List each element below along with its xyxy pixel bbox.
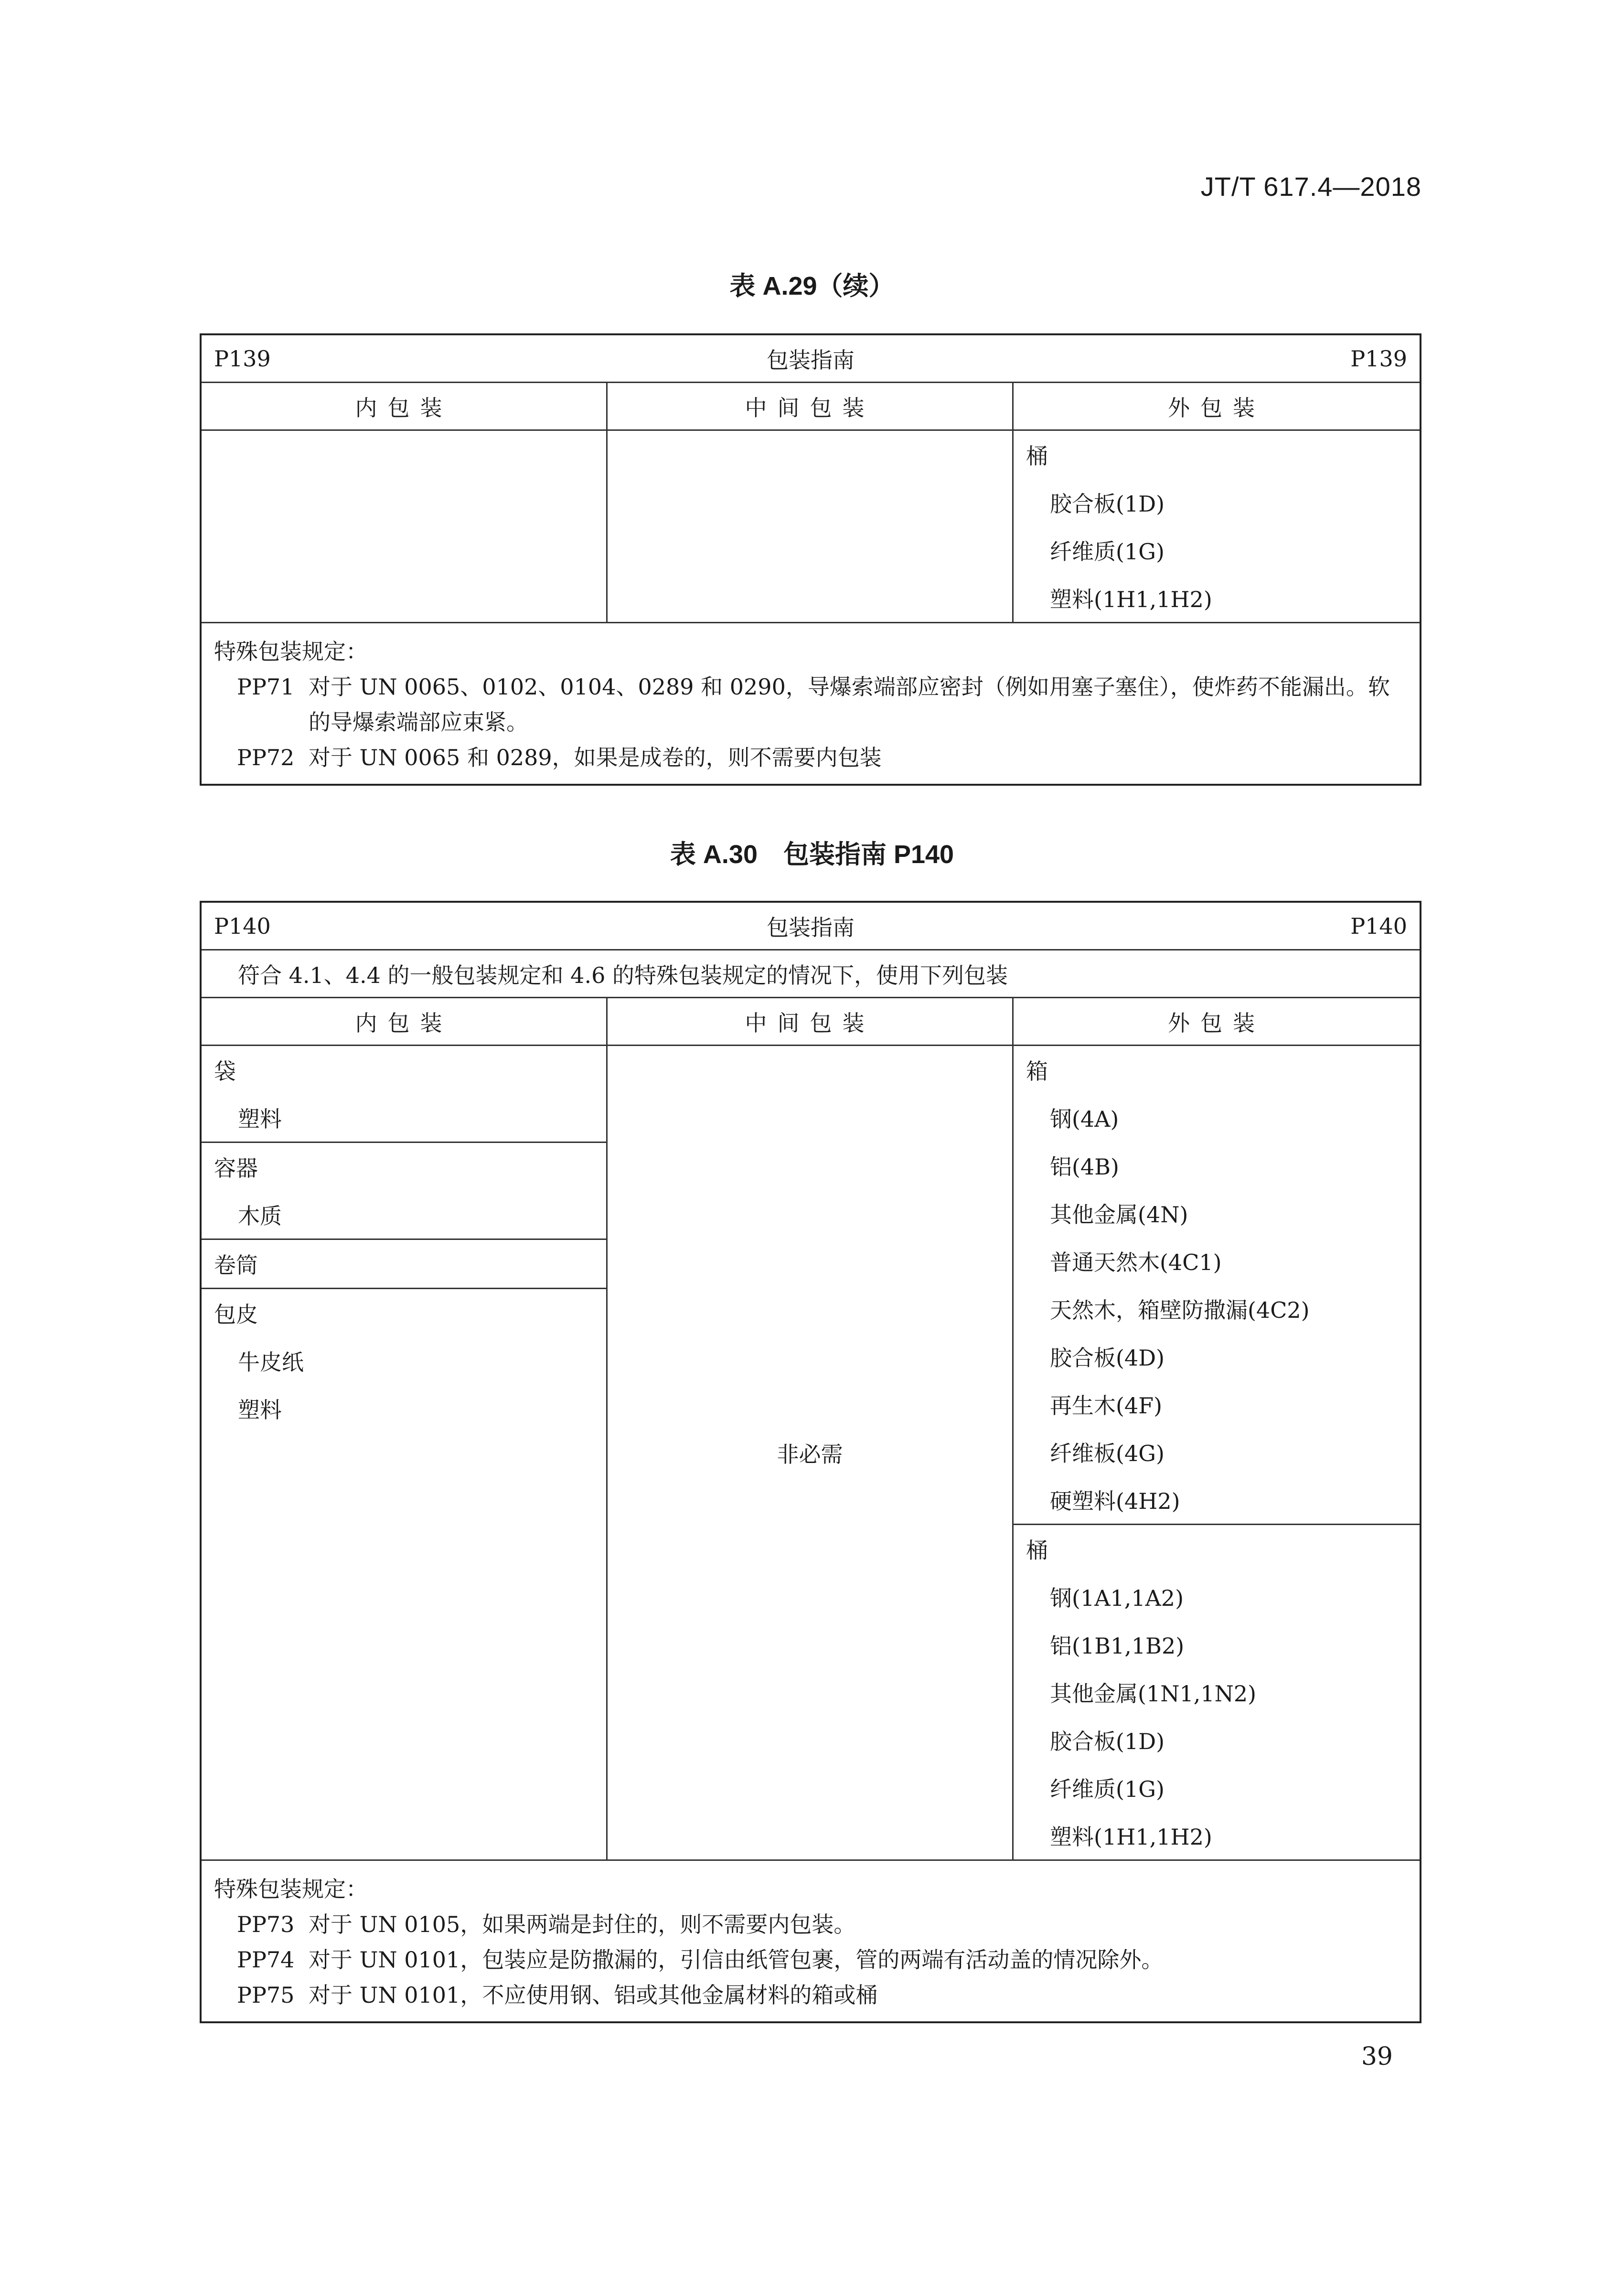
table-a29-body-row: [202, 431, 1420, 623]
inner-group-title: 卷筒: [214, 1252, 258, 1278]
inner-item: 木质: [238, 1203, 282, 1229]
provision-text: 对于 UN 0065 和 0289，如果是成卷的，则不需要内包装: [309, 745, 882, 770]
inner-group: [202, 1240, 606, 1289]
code-right: P139: [1350, 345, 1407, 372]
provision-item: [214, 669, 1407, 740]
header-intermediate: 中间包装: [608, 998, 1014, 1045]
table-a29: [200, 333, 1421, 786]
header-inner: 内包装: [202, 998, 608, 1045]
provision-text: 对于 UN 0101，包装应是防撒漏的，引信由纸管包裹，管的两端有活动盖的情况除外。: [309, 1947, 1164, 1973]
outer-item: 纤维板(4G): [1050, 1441, 1165, 1466]
inner-cell: [202, 431, 608, 622]
header-intermediate: 中间包装: [608, 383, 1014, 429]
table-a30-title-row: [202, 903, 1420, 950]
provision-code: PP72: [237, 745, 295, 770]
special-provisions: [202, 623, 1420, 784]
special-label: 特殊包装规定：: [214, 639, 368, 664]
provision-text: 对于 UN 0101，不应使用钢、铝或其他金属材料的箱或桶: [309, 1982, 878, 2008]
inner-group: [202, 1289, 606, 1432]
inner-group: [202, 1046, 606, 1143]
outer-cell: [1014, 1046, 1420, 1859]
column-header-row: [202, 998, 1420, 1046]
page-number: 39: [1361, 2042, 1393, 2071]
outer-item: 其他金属(1N1,1N2): [1050, 1681, 1257, 1707]
code-left: P139: [214, 345, 271, 372]
outer-item: 塑料(1H1,1H2): [1050, 1824, 1212, 1850]
special-label: 特殊包装规定：: [214, 1876, 368, 1902]
outer-item: 纤维质(1G): [1050, 1776, 1165, 1802]
standard-number: JT/T 617.4—2018: [1200, 171, 1421, 202]
inner-group-title: 容器: [214, 1155, 258, 1181]
inner-group-title: 包皮: [214, 1302, 258, 1327]
table-a30: [200, 901, 1421, 2023]
outer-item: 胶合板(4D): [1050, 1345, 1165, 1371]
outer-group-title: 桶: [1026, 443, 1048, 469]
intermediate-cell: [608, 1046, 1014, 1859]
outer-item: 硬塑料(4H2): [1050, 1488, 1180, 1514]
provision-code: PP75: [237, 1982, 295, 2008]
outer-item: 塑料(1H1,1H2): [1050, 587, 1212, 612]
header-inner: 内包装: [202, 383, 608, 429]
outer-item: 天然木，箱壁防撒漏(4C2): [1050, 1297, 1310, 1323]
inner-cell: [202, 1046, 608, 1859]
outer-item: 纤维质(1G): [1050, 539, 1165, 565]
header-outer: 外包装: [1168, 395, 1265, 421]
outer-item: 铝(4B): [1050, 1154, 1119, 1180]
table-a30-body-row: [202, 1046, 1420, 1861]
outer-item: 普通天然木(4C1): [1050, 1249, 1222, 1275]
inner-item: 塑料: [238, 1106, 282, 1132]
code-left: P140: [214, 913, 271, 939]
provision-text: 对于 UN 0105，如果两端是封住的，则不需要内包装。: [309, 1911, 856, 1937]
inner-group-title: 袋: [214, 1058, 236, 1084]
general-provision: 符合 4.1、4.4 的一般包装规定和 4.6 的特殊包装规定的情况下，使用下列包装: [238, 962, 1008, 988]
outer-item: 其他金属(4N): [1050, 1202, 1188, 1228]
outer-item: 钢(4A): [1050, 1106, 1119, 1132]
outer-group: [1014, 1046, 1420, 1525]
intermediate-value: 非必需: [777, 1441, 843, 1467]
provision-item: [214, 1977, 1407, 2013]
outer-item: 铝(1B1,1B2): [1050, 1633, 1185, 1659]
inner-group: [202, 1143, 606, 1240]
column-header-row: [202, 383, 1420, 431]
outer-item: 再生木(4F): [1050, 1393, 1163, 1419]
outer-item: 胶合板(1D): [1050, 1729, 1165, 1754]
table-title: 包装指南: [767, 347, 855, 373]
table-a29-caption: 表 A.29（续）: [729, 272, 895, 300]
outer-item: 胶合板(1D): [1050, 491, 1165, 517]
provision-code: PP73: [237, 1911, 295, 1937]
intermediate-cell: [608, 431, 1014, 622]
provision-item: [214, 1942, 1407, 1977]
provision-text: 对于 UN 0065、0102、0104、0289 和 0290，导爆索端部应密封（例如用塞子塞住），使炸药不能漏出。软的导爆索端部应束紧。: [309, 674, 1390, 735]
provision-item: [214, 740, 1407, 775]
special-provisions: [202, 1861, 1420, 2021]
outer-cell: [1014, 431, 1420, 622]
general-provision-row: [202, 950, 1420, 998]
outer-group-title: 箱: [1026, 1058, 1048, 1084]
inner-item: 牛皮纸: [238, 1349, 304, 1375]
provision-code: PP74: [237, 1947, 295, 1973]
table-a30-caption: 表 A.30 包装指南 P140: [670, 840, 954, 869]
outer-group-title: 桶: [1026, 1537, 1048, 1563]
outer-group: [1014, 1525, 1420, 1859]
inner-item: 塑料: [238, 1397, 282, 1423]
table-title: 包装指南: [767, 914, 855, 940]
header-outer: 外包装: [1168, 1010, 1265, 1036]
outer-item: 钢(1A1,1A2): [1050, 1585, 1184, 1611]
table-a29-title-row: [202, 335, 1420, 383]
provision-code: PP71: [237, 674, 295, 700]
code-right: P140: [1350, 913, 1407, 939]
provision-item: [214, 1907, 1407, 1942]
